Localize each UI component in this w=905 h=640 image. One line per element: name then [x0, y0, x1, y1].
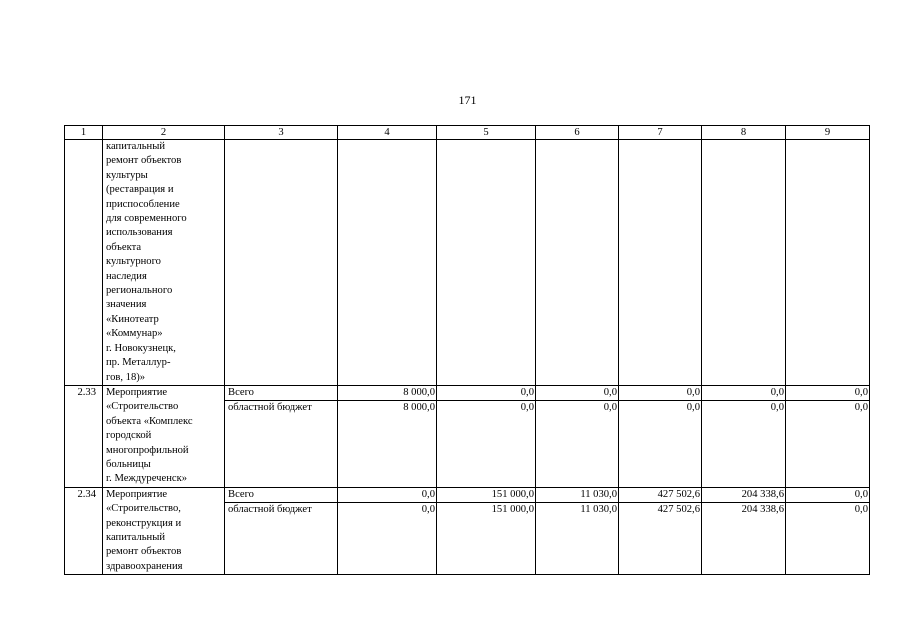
row-number: 2.33 — [65, 385, 103, 487]
amount-value: 0,0 — [786, 386, 869, 401]
value-cell — [536, 487, 619, 574]
funding-source: областной бюджет — [228, 503, 312, 515]
amount-value: 0,0 — [770, 401, 784, 413]
value-cell — [702, 487, 786, 574]
header-cell: 8 — [702, 126, 786, 140]
value-cell — [437, 385, 536, 487]
amount-value: 204 338,6 — [702, 488, 785, 503]
amount-value: 0,0 — [854, 401, 868, 413]
header-cell: 3 — [225, 126, 338, 140]
measure-name: Мероприятие «Строительство, реконструкция и капитальный ремонт объектов здравоохранения — [103, 487, 225, 574]
empty-cell — [702, 140, 786, 386]
table-row — [65, 487, 870, 574]
amount-value: 11 030,0 — [580, 503, 617, 515]
header-cell: 7 — [619, 126, 702, 140]
amount-value: 0,0 — [619, 386, 701, 401]
continuation-row — [65, 140, 870, 386]
empty-cell — [437, 140, 536, 386]
amount-value: 0,0 — [702, 386, 785, 401]
funding-source: Всего — [225, 386, 337, 401]
empty-cell — [65, 140, 103, 386]
value-cell — [338, 385, 437, 487]
funding-source-cell — [225, 487, 338, 574]
measure-name-continued: капитальный ремонт объектов культуры (реставрация и приспособление для современного использования объекта культурного наследия регионального значения «Кинотеатр «Коммунар» г. Новокузнецк, пр. Металлур- гов, 18)» — [103, 140, 225, 386]
value-cell — [786, 385, 870, 487]
header-cell: 9 — [786, 126, 870, 140]
header-row — [65, 126, 870, 140]
header-cell: 2 — [103, 126, 225, 140]
amount-value: 0,0 — [421, 503, 435, 515]
value-cell — [536, 385, 619, 487]
header-cell: 5 — [437, 126, 536, 140]
amount-value: 0,0 — [854, 503, 868, 515]
value-cell — [338, 487, 437, 574]
empty-cell — [786, 140, 870, 386]
amount-value: 0,0 — [686, 401, 700, 413]
empty-cell — [225, 140, 338, 386]
page-number: 171 — [458, 93, 477, 107]
header-cell: 1 — [65, 126, 103, 140]
empty-cell — [619, 140, 702, 386]
value-cell — [619, 487, 702, 574]
funding-source: областной бюджет — [228, 401, 312, 413]
amount-value: 0,0 — [338, 488, 436, 503]
header-cell: 6 — [536, 126, 619, 140]
table-row — [65, 385, 870, 487]
amount-value: 0,0 — [437, 386, 535, 401]
row-number: 2.34 — [65, 487, 103, 574]
amount-value: 0,0 — [786, 488, 869, 503]
funding-source-cell — [225, 385, 338, 487]
amount-value: 151 000,0 — [437, 488, 535, 503]
value-cell — [437, 487, 536, 574]
amount-value: 204 338,6 — [741, 503, 784, 515]
budget-table — [64, 125, 870, 575]
amount-value: 8 000,0 — [403, 401, 435, 413]
amount-value: 0,0 — [603, 401, 617, 413]
amount-value: 11 030,0 — [536, 488, 618, 503]
amount-value: 0,0 — [536, 386, 618, 401]
amount-value: 0,0 — [520, 401, 534, 413]
value-cell — [702, 385, 786, 487]
measure-name: Мероприятие «Строительство объекта «Комплекс городской многопрофильной больницы г. Междуреченск» — [103, 385, 225, 487]
amount-value: 427 502,6 — [619, 488, 701, 503]
value-cell — [619, 385, 702, 487]
amount-value: 151 000,0 — [491, 503, 534, 515]
amount-value: 8 000,0 — [338, 386, 436, 401]
amount-value: 427 502,6 — [657, 503, 700, 515]
funding-source: Всего — [225, 488, 337, 503]
value-cell — [786, 487, 870, 574]
empty-cell — [338, 140, 437, 386]
header-cell: 4 — [338, 126, 437, 140]
empty-cell — [536, 140, 619, 386]
